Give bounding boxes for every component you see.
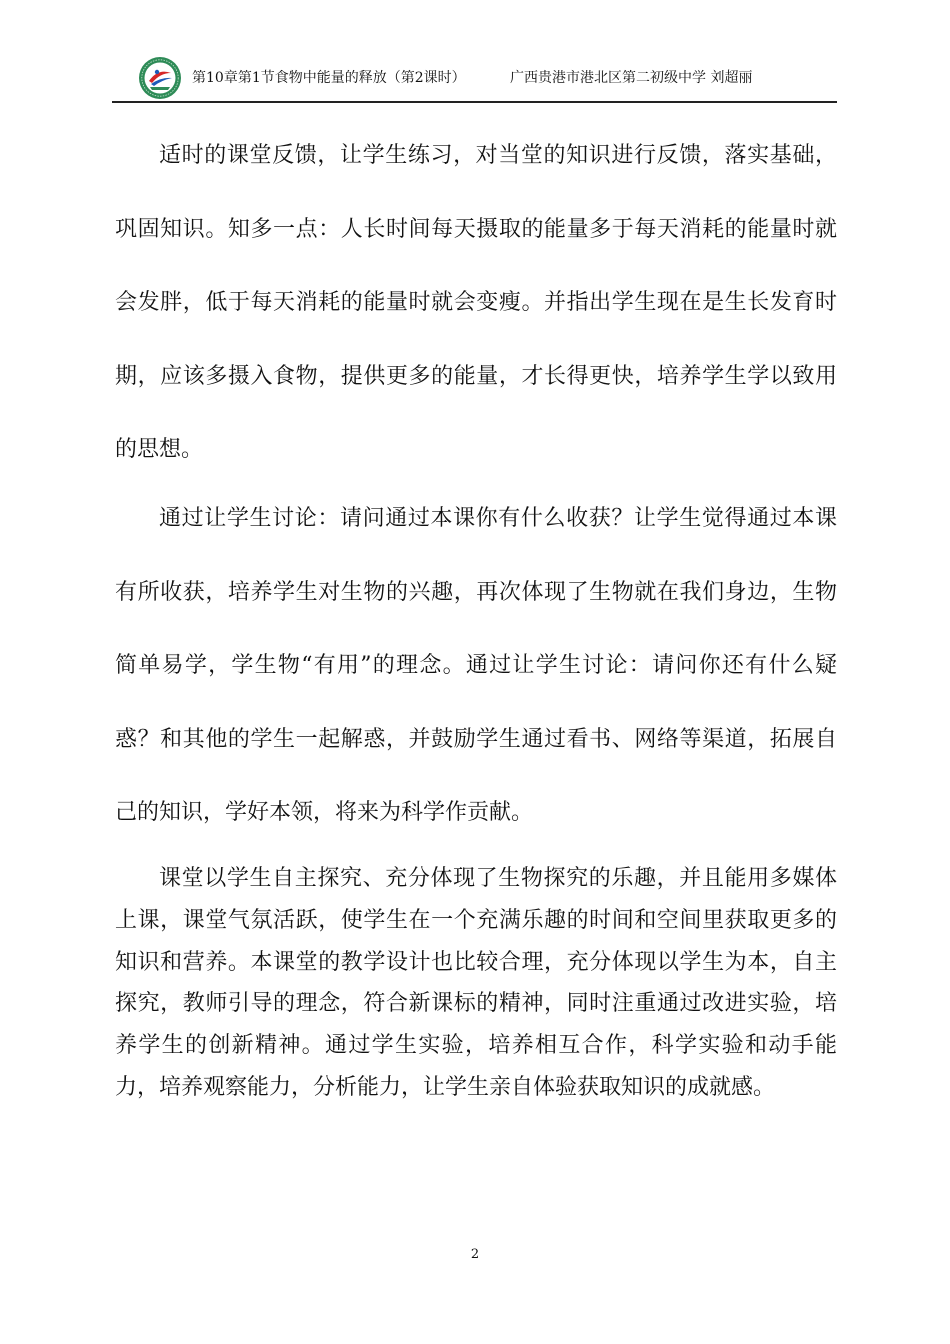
header-school-author: 广西贵港市港北区第二初级中学 刘超丽 <box>510 70 753 86</box>
body-paragraph-2: 通过让学生讨论：请问通过本课你有什么收获？让学生觉得通过本课有所收获，培养学生对生物的兴趣，再次体现了生物就在我们身边，生物简单易学，学生物“有用”的理念。通过让学生讨论：请问你还有什么疑惑？和其他的学生一起解惑，并鼓励学生通过看书、网络等渠道，拓展自己的知识，学好本领，将来为科学作贡献。 <box>115 506 837 825</box>
header-course-title: 第10章第1节食物中能量的释放（第2课时） <box>192 70 466 86</box>
body-paragraph-3: 课堂以学生自主探究、充分体现了生物探究的乐趣，并且能用多媒体上课，课堂气氛活跃，使学生在一个充满乐趣的时间和空间里获取更多的知识和营养。本课堂的教学设计也比较合理，充分体现以学生为本，自主探究，教师引导的理念，符合新课标的精神，同时注重通过改进实验，培养学生的创新精神。通过学生实验，培养相互合作，科学实验和动手能力，培养观察能力，分析能力，让学生亲自体验获取知识的成就感。 <box>115 866 837 1100</box>
school-emblem-icon <box>138 56 182 100</box>
body-paragraph-1: 适时的课堂反馈，让学生练习，对当堂的知识进行反馈，落实基础，巩固知识。知多一点：人长时间每天摄取的能量多于每天消耗的能量时就会发胖，低于每天消耗的能量时就会变瘦。并指出学生现在是生长发育时期，应该多摄入食物，提供更多的能量，才长得更快，培养学生学以致用的思想。 <box>115 143 837 462</box>
page-header <box>112 52 837 102</box>
page-number: 2 <box>470 1247 480 1262</box>
header-divider <box>112 101 837 103</box>
